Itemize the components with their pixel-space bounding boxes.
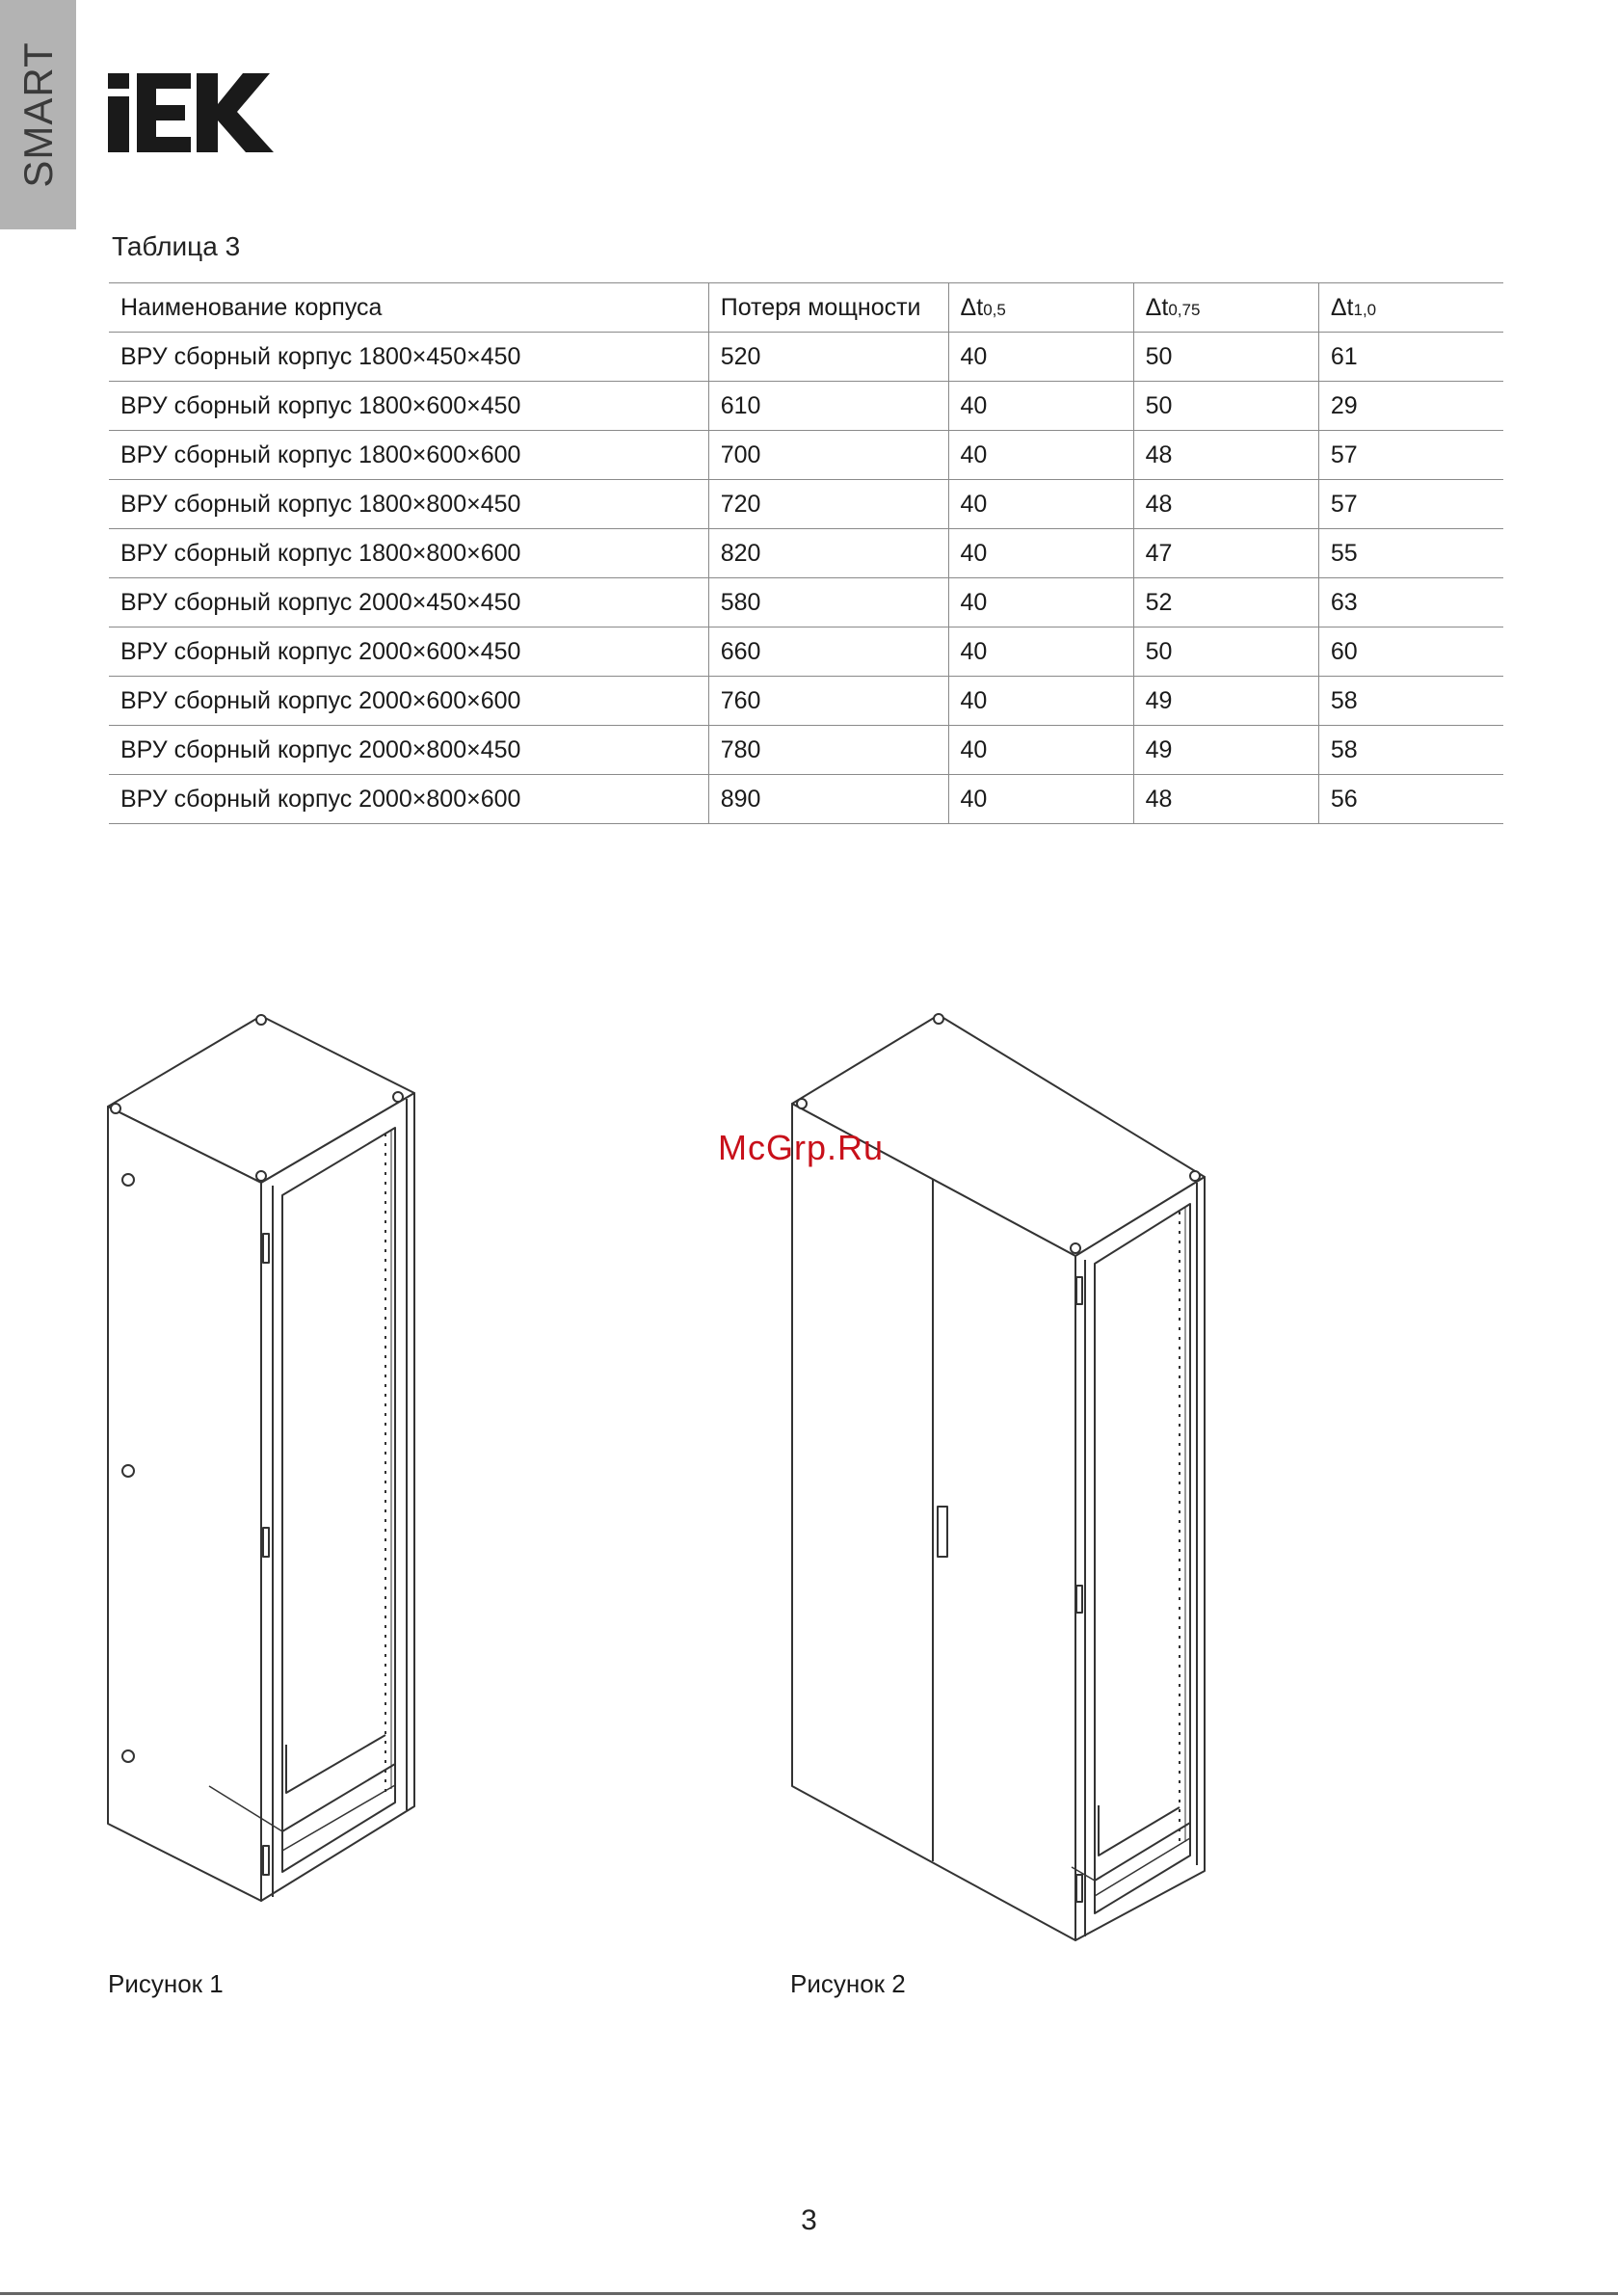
- power-loss-table: [109, 282, 1503, 824]
- figure-2-caption: Рисунок 2: [790, 1969, 906, 1998]
- cell-name: ВРУ сборный корпус 1800×600×600: [109, 431, 708, 480]
- cell-dt075: 50: [1133, 333, 1318, 382]
- cell-dt05: 40: [948, 431, 1133, 480]
- cell-dt10: 60: [1318, 627, 1503, 677]
- cell-name: ВРУ сборный корпус 1800×450×450: [109, 333, 708, 382]
- cell-dt05: 40: [948, 726, 1133, 775]
- side-tab: [0, 0, 76, 229]
- figure-1-caption: Рисунок 1: [108, 1969, 224, 1998]
- delta-t-subscript: 0,5: [983, 300, 1006, 319]
- cell-dt075: 48: [1133, 480, 1318, 529]
- cell-power: 610: [708, 382, 948, 431]
- cell-power: 820: [708, 529, 948, 578]
- cell-dt075: 52: [1133, 578, 1318, 627]
- cell-dt05: 40: [948, 333, 1133, 382]
- cell-dt05: 40: [948, 382, 1133, 431]
- cell-dt10: 56: [1318, 775, 1503, 824]
- figure-1-enclosure: [96, 1002, 443, 1928]
- table-header-row: [109, 283, 1503, 333]
- header-power: Потеря мощности: [708, 283, 948, 333]
- cell-dt10: 63: [1318, 578, 1503, 627]
- cell-dt075: 48: [1133, 775, 1318, 824]
- cell-dt05: 40: [948, 578, 1133, 627]
- cell-dt10: 58: [1318, 677, 1503, 726]
- table-row: [109, 382, 1503, 431]
- cell-power: 780: [708, 726, 948, 775]
- table-row: [109, 578, 1503, 627]
- cell-dt075: 48: [1133, 431, 1318, 480]
- cell-name: ВРУ сборный корпус 2000×600×600: [109, 677, 708, 726]
- watermark: McGrp.Ru: [718, 1128, 885, 1167]
- cell-name: ВРУ сборный корпус 2000×800×450: [109, 726, 708, 775]
- table-row: [109, 726, 1503, 775]
- cell-dt10: 55: [1318, 529, 1503, 578]
- cell-name: ВРУ сборный корпус 2000×600×450: [109, 627, 708, 677]
- cell-dt05: 40: [948, 627, 1133, 677]
- cell-power: 660: [708, 627, 948, 677]
- cell-power: 700: [708, 431, 948, 480]
- table-row: [109, 627, 1503, 677]
- cell-name: ВРУ сборный корпус 1800×800×600: [109, 529, 708, 578]
- cell-dt05: 40: [948, 529, 1133, 578]
- table-caption: Таблица 3: [112, 231, 241, 261]
- cell-name: ВРУ сборный корпус 2000×450×450: [109, 578, 708, 627]
- cell-power: 720: [708, 480, 948, 529]
- cell-dt10: 58: [1318, 726, 1503, 775]
- delta-t-symbol: Δt: [1330, 293, 1354, 321]
- cell-dt075: 49: [1133, 677, 1318, 726]
- header-name: Наименование корпуса: [109, 283, 708, 333]
- bottom-rule: [0, 2292, 1618, 2295]
- header-dt05: [948, 283, 1133, 333]
- table-row: [109, 677, 1503, 726]
- header-dt10: [1318, 283, 1503, 333]
- cell-dt075: 49: [1133, 726, 1318, 775]
- cell-power: 520: [708, 333, 948, 382]
- cell-dt075: 50: [1133, 627, 1318, 677]
- cell-name: ВРУ сборный корпус 1800×800×450: [109, 480, 708, 529]
- delta-t-symbol: Δt: [1145, 293, 1169, 321]
- delta-t-subscript: 1,0: [1353, 300, 1377, 319]
- cell-power: 580: [708, 578, 948, 627]
- delta-t-subscript: 0,75: [1168, 300, 1201, 319]
- cell-dt10: 57: [1318, 431, 1503, 480]
- cell-power: 760: [708, 677, 948, 726]
- cell-dt10: 57: [1318, 480, 1503, 529]
- table-row: [109, 775, 1503, 824]
- header-dt075: [1133, 283, 1318, 333]
- cell-dt10: 61: [1318, 333, 1503, 382]
- cell-dt10: 29: [1318, 382, 1503, 431]
- table-row: [109, 480, 1503, 529]
- cell-dt075: 50: [1133, 382, 1318, 431]
- cell-dt05: 40: [948, 677, 1133, 726]
- cell-name: ВРУ сборный корпус 2000×800×600: [109, 775, 708, 824]
- table-row: [109, 431, 1503, 480]
- side-tab-label: SMART: [14, 41, 61, 188]
- table-row: [109, 529, 1503, 578]
- cell-power: 890: [708, 775, 948, 824]
- cell-dt05: 40: [948, 480, 1133, 529]
- cell-dt075: 47: [1133, 529, 1318, 578]
- cell-dt05: 40: [948, 775, 1133, 824]
- cell-name: ВРУ сборный корпус 1800×600×450: [109, 382, 708, 431]
- delta-t-symbol: Δt: [960, 293, 984, 321]
- table-row: [109, 333, 1503, 382]
- iek-logo: [108, 73, 274, 152]
- page-number: 3: [801, 2204, 817, 2236]
